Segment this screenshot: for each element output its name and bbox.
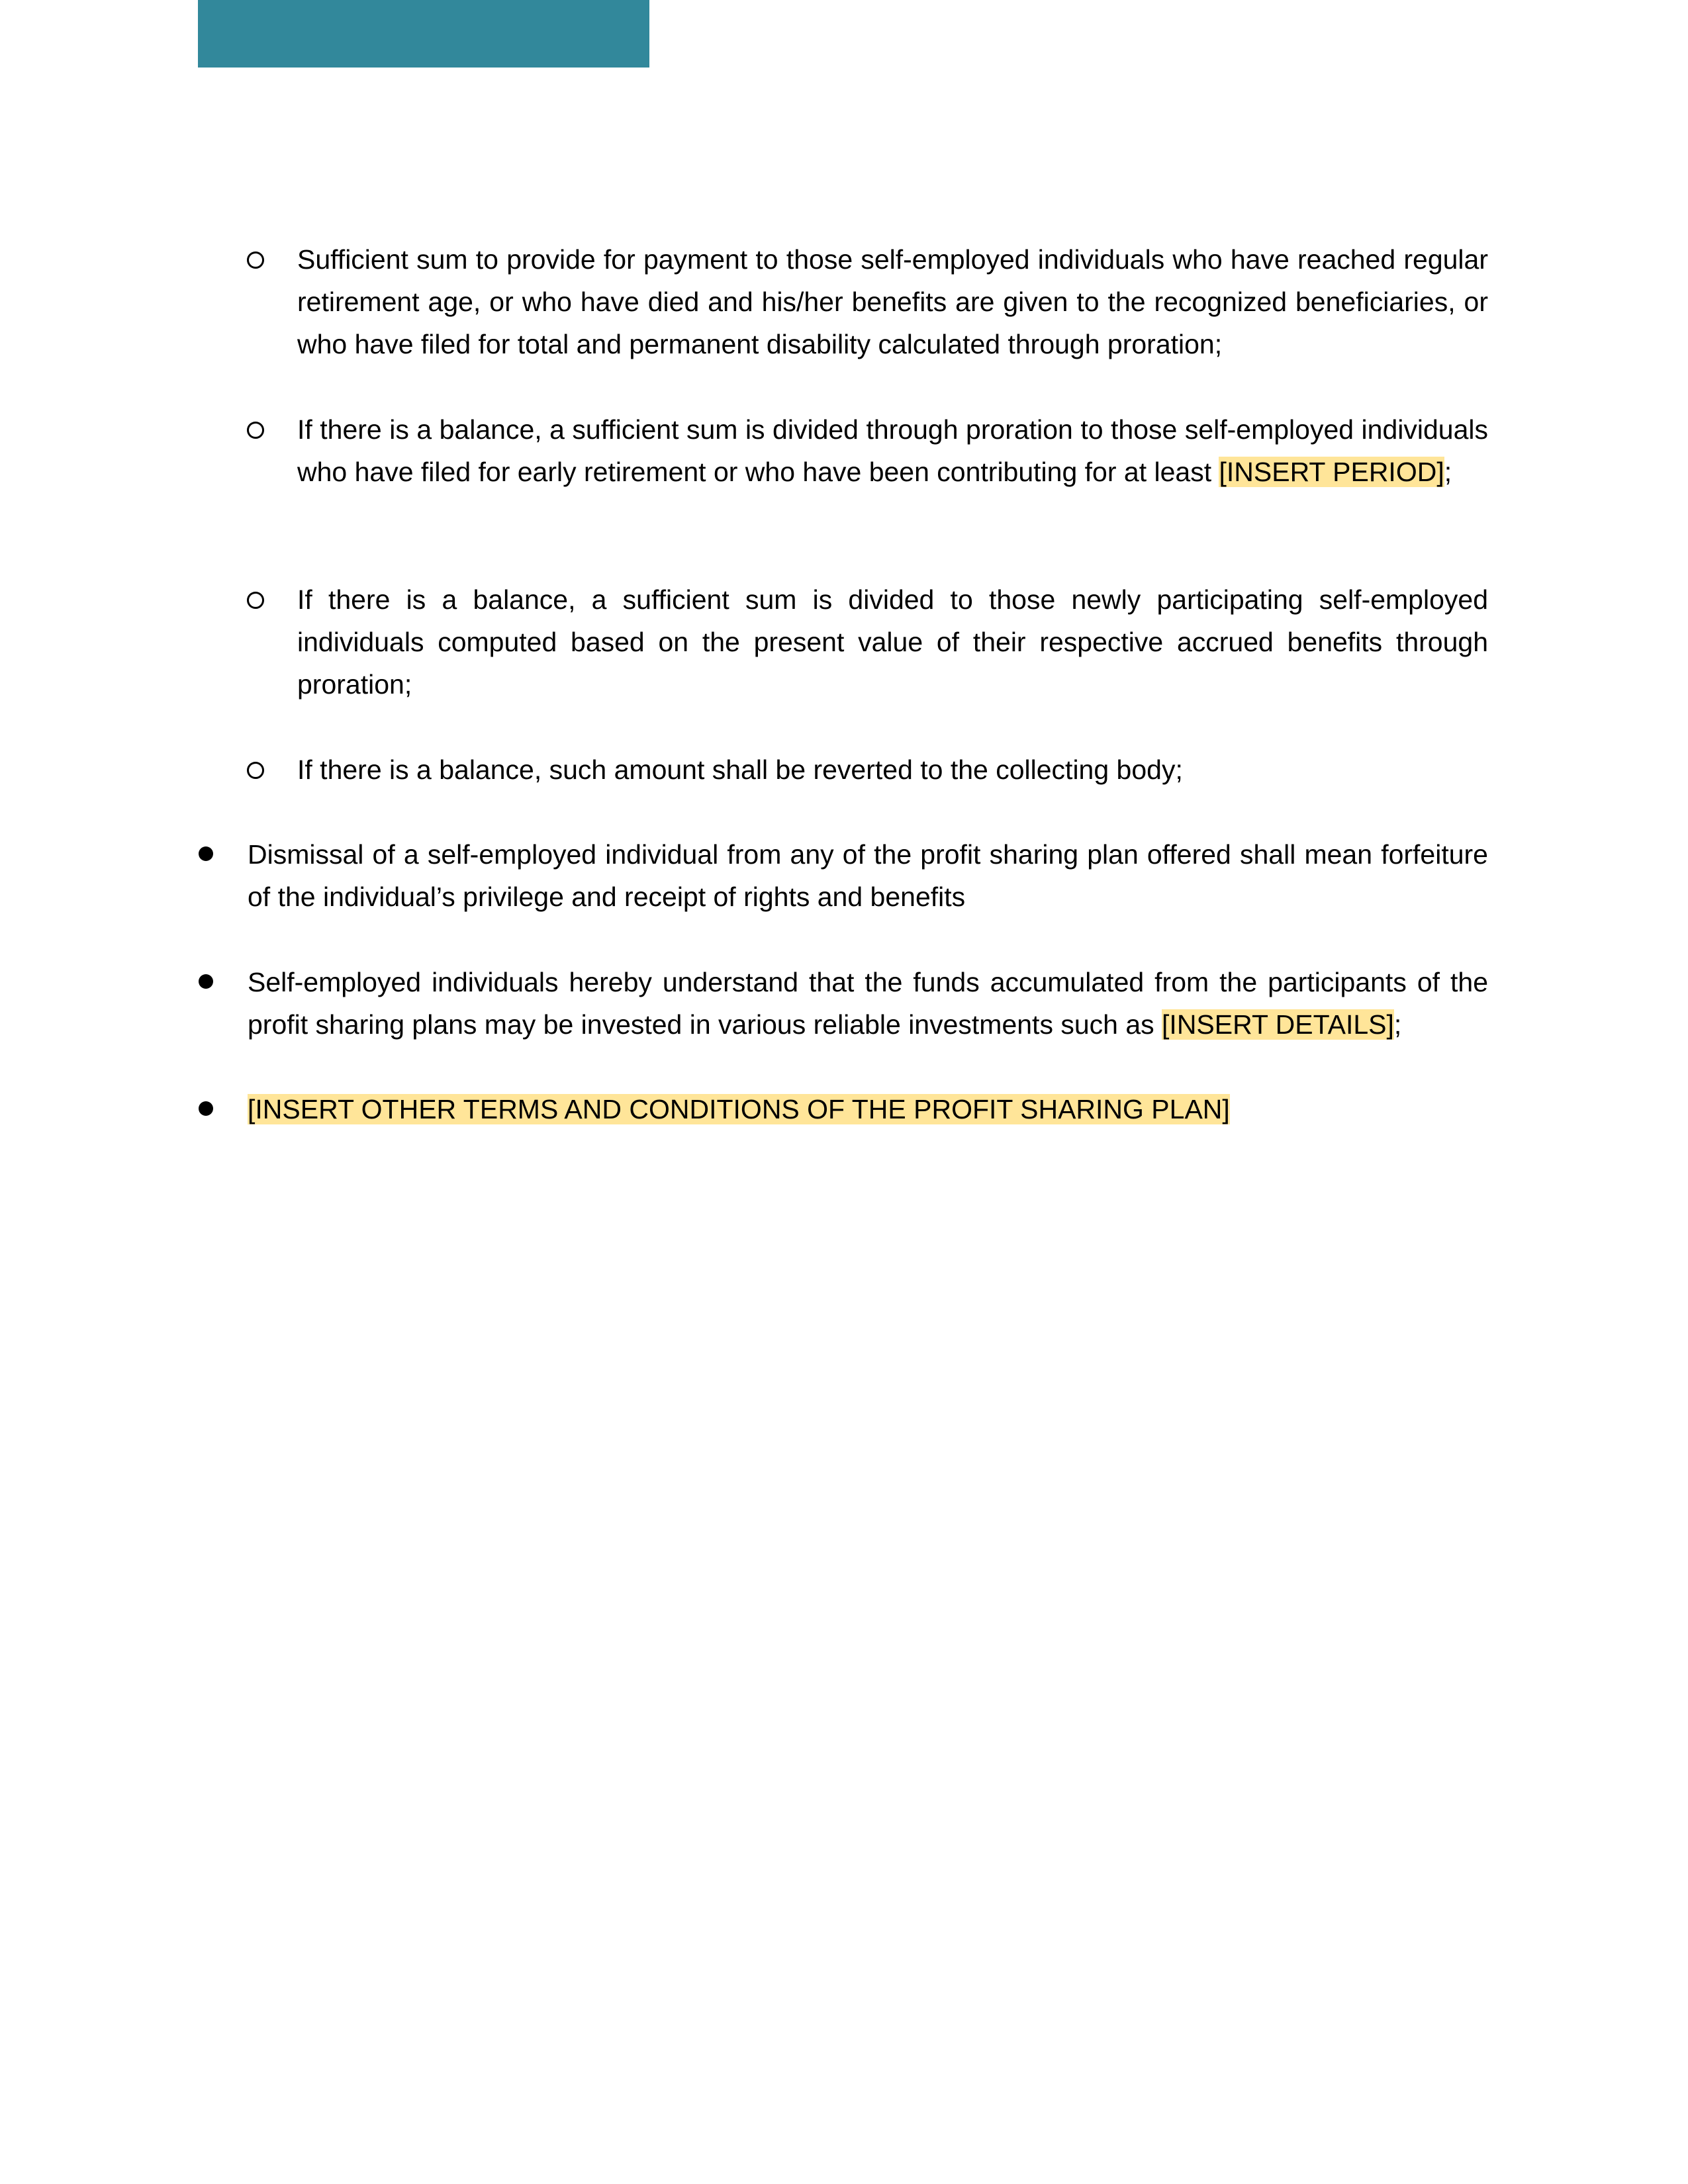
- list-item-text: Self-employed individuals hereby understand that the funds accumulated from the participants of the profit sharing plans may be invested in various reliable investments such as: [248, 967, 1488, 1040]
- filled-bullet-icon: [199, 1101, 213, 1116]
- filled-bullet-icon: [199, 974, 213, 989]
- placeholder-highlight: [INSERT PERIOD]: [1219, 457, 1444, 487]
- list-item-text: If there is a balance, a sufficient sum is divided to those newly participating self-employed individuals computed based on the present value of their respective accrued benefits through proration;: [297, 584, 1488, 700]
- list-item: [297, 238, 1488, 365]
- list-item: [248, 961, 1488, 1046]
- list-item-text: If there is a balance, a sufficient sum is divided through proration to those self-employed individuals who have filed for early retirement or who have been contributing for at least: [297, 414, 1488, 487]
- list-item-text: If there is a balance, such amount shall be reverted to the collecting body;: [297, 754, 1183, 785]
- list-item: [248, 1088, 1488, 1130]
- list-item-text-end: ;: [1444, 457, 1452, 487]
- list-item: [297, 578, 1488, 705]
- placeholder-highlight: [INSERT OTHER TERMS AND CONDITIONS OF THE PROFIT SHARING PLAN]: [248, 1094, 1230, 1124]
- hollow-bullet-icon: [247, 251, 265, 270]
- list-item: [297, 408, 1488, 493]
- list-item: [248, 833, 1488, 918]
- hollow-bullet-icon: [247, 762, 265, 780]
- list-item: [297, 749, 1488, 791]
- list-item-text: Sufficient sum to provide for payment to those self-employed individuals who have reached regular retirement age, or who have died and his/her benefits are given to the recognized beneficiaries, or who have filed for total and permanent disability calculated through proration;: [297, 244, 1488, 359]
- hollow-bullet-icon: [247, 422, 265, 440]
- list-item-text: Dismissal of a self-employed individual from any of the profit sharing plan offered shall mean forfeiture of the individual’s privilege and receipt of rights and benefits: [248, 839, 1488, 912]
- list-item-text-end: ;: [1393, 1009, 1402, 1040]
- filled-bullet-icon: [199, 846, 213, 861]
- hollow-bullet-icon: [247, 592, 265, 610]
- placeholder-highlight: [INSERT DETAILS]: [1162, 1009, 1394, 1040]
